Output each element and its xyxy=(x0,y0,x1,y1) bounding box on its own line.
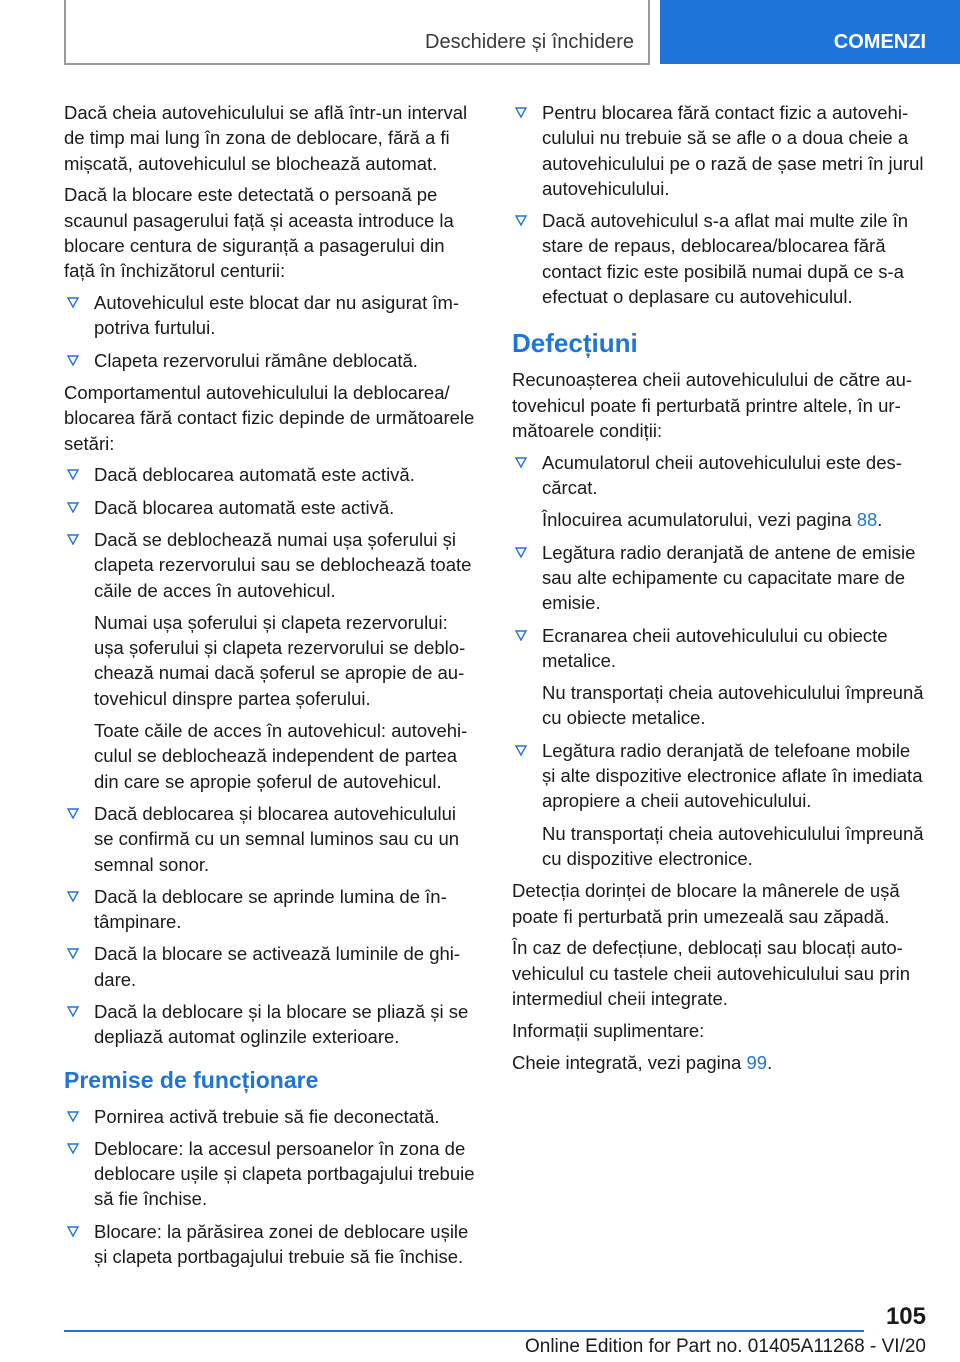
triangle-bullet-icon xyxy=(66,999,80,1024)
list-item-note: Nu transportați cheia autovehiculului împreună cu obiecte metalice. xyxy=(542,682,924,729)
left-column xyxy=(64,100,480,1276)
section-heading: Premise de funcționare xyxy=(64,1066,319,1093)
list-item-note: Nu transportați cheia autovehiculului împreună cu dispozitive electronice. xyxy=(542,822,924,869)
list-item: Dacă la blocare se activează luminile de ghidare. xyxy=(64,941,480,992)
list-item: Blocare: la părăsirea zonei de deblocare ușile și clapeta portbagajului trebuie să fie închise. xyxy=(64,1219,480,1270)
triangle-bullet-icon xyxy=(514,450,528,475)
list-item-note: Înlocuirea acumulatorului, vezi pagina 88. xyxy=(542,509,883,531)
footer-divider xyxy=(64,1330,864,1332)
triangle-bullet-icon xyxy=(66,495,80,520)
list-item: Dacă la deblocare se aprinde lumina de întâmpinare. xyxy=(64,884,480,935)
triangle-bullet-icon xyxy=(66,462,80,487)
section-heading: Defecțiuni xyxy=(512,328,638,359)
triangle-bullet-icon xyxy=(66,290,80,315)
section-title: Deschidere și închidere xyxy=(425,31,634,53)
triangle-bullet-icon xyxy=(66,801,80,826)
list-item: Dacă deblocarea și blocarea autovehiculului se confirmă cu un semnal luminos sau cu un semnal sonor. xyxy=(64,801,480,877)
chapter-tab[interactable] xyxy=(660,0,960,64)
list-item: Acumulatorul cheii autovehiculului este descărcat. xyxy=(512,450,926,501)
triangle-bullet-icon xyxy=(66,941,80,966)
header-divider-bottom xyxy=(64,63,650,65)
triangle-bullet-icon xyxy=(66,527,80,552)
paragraph: Informații suplimentare: xyxy=(512,1019,705,1041)
edition-footer: Online Edition for Part no. 01405A11268 - VI/20 xyxy=(524,1336,926,1357)
list-item: Autovehiculul este blocat dar nu asigurat împotriva furtului. xyxy=(64,290,480,341)
page-link-99[interactable]: 99 xyxy=(746,1051,768,1073)
list-item: Legătura radio deranjată de antene de emisie sau alte echipamente cu capacitate mare de emisie. xyxy=(512,540,926,616)
list-item: Clapeta rezervorului rămâne deblocată. xyxy=(64,348,480,373)
triangle-bullet-icon xyxy=(66,1136,80,1161)
triangle-bullet-icon xyxy=(514,623,528,648)
paragraph: Detecția dorinței de blocare la mânerele de ușă poate fi perturbată prin umezeală sau zăpadă. xyxy=(512,880,900,927)
page-number: 105 xyxy=(885,1303,926,1330)
paragraph: Comportamentul autovehiculului la deblocarea/ blocarea fără contact fizic depinde de următoarele setări: xyxy=(64,381,475,454)
header-divider-left xyxy=(64,0,66,64)
triangle-bullet-icon xyxy=(514,738,528,763)
triangle-bullet-icon xyxy=(514,540,528,565)
right-column xyxy=(512,100,926,1081)
list-item: Pentru blocarea fără contact fizic a autovehiculului nu trebuie să se afle o a doua cheie a autovehiculului pe o rază de șase metri în jurul autovehiculului. xyxy=(512,100,926,201)
list-item: Dacă se deblochează numai ușa șoferului și clapeta rezervorului sau se deblochează toate căile de acces în autovehicul. xyxy=(64,527,480,603)
page-link-88[interactable]: 88 xyxy=(856,509,878,531)
triangle-bullet-icon xyxy=(514,100,528,125)
list-item: Dacă autovehiculul s-a aflat mai multe zile în stare de repaus, deblocarea/blocarea fără contact fizic este posibilă numai după ce s-a efectuat o deplasare cu autovehiculul. xyxy=(512,208,926,309)
triangle-bullet-icon xyxy=(66,1219,80,1244)
page-header xyxy=(0,0,960,66)
list-item-note: Toate căile de acces în autovehicul: autovehiculul se deblochează independent de partea din care se apropie șoferul de autovehicul. xyxy=(94,720,468,792)
paragraph: Dacă cheia autovehiculului se află într-un interval de timp mai lung în zona de deblocare, fără a fi mișcată, autovehiculul se blochează automat. xyxy=(64,102,468,174)
paragraph: Cheie integrată, vezi pagina 99. xyxy=(512,1051,773,1073)
triangle-bullet-icon xyxy=(514,208,528,233)
chapter-tab-label: COMENZI xyxy=(833,31,926,53)
triangle-bullet-icon xyxy=(66,884,80,909)
list-item-note: Numai ușa șoferului și clapeta rezervorului: ușa șoferului și clapeta rezervorului se deblochează numai dacă șoferul se apropie de autovehicul dinspre partea șoferului. xyxy=(94,611,466,709)
list-item: Dacă blocarea automată este activă. xyxy=(64,495,480,520)
triangle-bullet-icon xyxy=(66,348,80,373)
paragraph: În caz de defecțiune, deblocați sau blocați autovehiculul cu tastele cheii autovehiculului sau prin intermediul cheii integrate. xyxy=(512,937,910,1009)
list-item: Pornirea activă trebuie să fie deconectată. xyxy=(64,1104,480,1129)
list-item: Ecranarea cheii autovehiculului cu obiecte metalice. xyxy=(512,623,926,674)
triangle-bullet-icon xyxy=(66,1104,80,1129)
paragraph: Dacă la blocare este detectată o persoană pe scaunul pasagerului față și aceasta introduce la blocare centura de siguranță a pasagerului din față în închizătorul centurii: xyxy=(64,184,454,282)
paragraph: Recunoașterea cheii autovehiculului de către autovehicul poate fi perturbată printre altele, în următoarele condiții: xyxy=(512,369,913,441)
list-item: Legătura radio deranjată de telefoane mobile și alte dispozitive electronice aflate în imediata apropiere a cheii autovehiculului. xyxy=(512,738,926,814)
list-item: Deblocare: la accesul persoanelor în zona de deblocare ușile și clapeta portbagajului trebuie să fie închise. xyxy=(64,1136,480,1212)
header-divider-right xyxy=(648,0,650,64)
list-item: Dacă deblocarea automată este activă. xyxy=(64,462,480,487)
list-item: Dacă la deblocare și la blocare se pliază și se depliază automat oglinzile exterioare. xyxy=(64,999,480,1050)
